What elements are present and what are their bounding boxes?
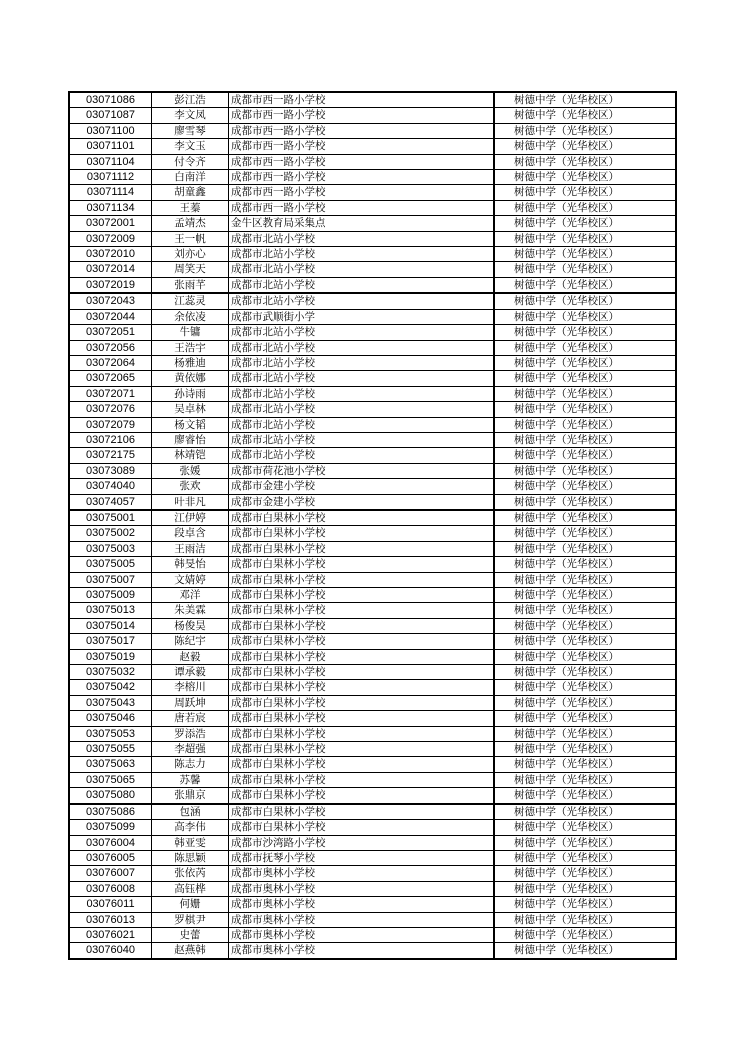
student-name-cell: 罗棋尹 xyxy=(152,912,229,927)
admitted-school-cell: 树德中学（光华校区） xyxy=(495,866,677,881)
admission-list-table xyxy=(68,91,677,960)
student-name-cell: 周笑天 xyxy=(152,262,229,277)
primary-school-cell: 成都市北站小学校 xyxy=(229,432,494,447)
admitted-school-cell: 树德中学（光华校区） xyxy=(495,881,677,896)
admitted-school-cell: 树德中学（光华校区） xyxy=(495,325,677,340)
table-row xyxy=(69,216,676,231)
table-row xyxy=(69,943,676,959)
admitted-school-cell: 树德中学（光华校区） xyxy=(495,742,677,757)
primary-school-cell: 成都市金建小学校 xyxy=(229,494,494,510)
primary-school-cell: 成都市白果林小学校 xyxy=(229,711,494,726)
table-row xyxy=(69,108,676,123)
student-id-cell: 03071100 xyxy=(69,123,152,138)
admitted-school-cell: 树德中学（光华校区） xyxy=(495,588,677,603)
table-row xyxy=(69,881,676,896)
student-id-cell: 03075017 xyxy=(69,634,152,649)
student-name-cell: 赵毅 xyxy=(152,649,229,664)
primary-school-cell: 成都市白果林小学校 xyxy=(229,820,494,835)
admitted-school-cell: 树德中学（光华校区） xyxy=(495,494,677,510)
student-id-cell: 03075019 xyxy=(69,649,152,664)
student-id-cell: 03076040 xyxy=(69,943,152,959)
student-name-cell: 唐若宸 xyxy=(152,711,229,726)
admitted-school-cell: 树德中学（光华校区） xyxy=(495,665,677,680)
primary-school-cell: 成都市白果林小学校 xyxy=(229,757,494,772)
table-row xyxy=(69,897,676,912)
student-id-cell: 03075042 xyxy=(69,680,152,695)
table-row xyxy=(69,835,676,850)
admitted-school-cell: 树德中学（光华校区） xyxy=(495,123,677,138)
student-name-cell: 李榕川 xyxy=(152,680,229,695)
admitted-school-cell: 树德中学（光华校区） xyxy=(495,402,677,417)
table-row xyxy=(69,154,676,169)
student-id-cell: 03075007 xyxy=(69,572,152,587)
student-name-cell: 胡童鑫 xyxy=(152,185,229,200)
student-id-cell: 03076004 xyxy=(69,835,152,850)
table-row xyxy=(69,293,676,309)
student-name-cell: 杨文韬 xyxy=(152,417,229,432)
primary-school-cell: 成都市北站小学校 xyxy=(229,371,494,386)
admitted-school-cell: 树德中学（光华校区） xyxy=(495,757,677,772)
primary-school-cell: 成都市西一路小学校 xyxy=(229,200,494,215)
primary-school-cell: 成都市西一路小学校 xyxy=(229,123,494,138)
student-id-cell: 03075053 xyxy=(69,726,152,741)
table-row xyxy=(69,912,676,927)
admitted-school-cell: 树德中学（光华校区） xyxy=(495,912,677,927)
student-id-cell: 03075014 xyxy=(69,618,152,633)
table-row xyxy=(69,541,676,556)
student-name-cell: 高钰桦 xyxy=(152,881,229,896)
student-name-cell: 彭江浩 xyxy=(152,92,229,108)
student-name-cell: 吴卓林 xyxy=(152,402,229,417)
table-row xyxy=(69,804,676,820)
primary-school-cell: 成都市北站小学校 xyxy=(229,417,494,432)
table-row xyxy=(69,711,676,726)
table-row xyxy=(69,526,676,541)
student-name-cell: 王一帆 xyxy=(152,231,229,246)
primary-school-cell: 成都市北站小学校 xyxy=(229,247,494,262)
table-row xyxy=(69,417,676,432)
primary-school-cell: 成都市白果林小学校 xyxy=(229,665,494,680)
student-name-cell: 苏馨 xyxy=(152,772,229,787)
primary-school-cell: 成都市西一路小学校 xyxy=(229,185,494,200)
student-name-cell: 付令齐 xyxy=(152,154,229,169)
student-id-cell: 03071134 xyxy=(69,200,152,215)
student-name-cell: 李文凤 xyxy=(152,108,229,123)
student-id-cell: 03072043 xyxy=(69,293,152,309)
admitted-school-cell: 树德中学（光华校区） xyxy=(495,277,677,293)
admitted-school-cell: 树德中学（光华校区） xyxy=(495,463,677,478)
primary-school-cell: 成都市北站小学校 xyxy=(229,277,494,293)
student-id-cell: 03072001 xyxy=(69,216,152,231)
primary-school-cell: 成都市白果林小学校 xyxy=(229,541,494,556)
student-id-cell: 03075003 xyxy=(69,541,152,556)
table-row xyxy=(69,557,676,572)
table-row xyxy=(69,510,676,526)
primary-school-cell: 成都市白果林小学校 xyxy=(229,772,494,787)
table-row xyxy=(69,309,676,324)
student-id-cell: 03075005 xyxy=(69,557,152,572)
table-row xyxy=(69,788,676,804)
student-id-cell: 03071114 xyxy=(69,185,152,200)
primary-school-cell: 成都市白果林小学校 xyxy=(229,804,494,820)
primary-school-cell: 成都市荷花池小学校 xyxy=(229,463,494,478)
table-row xyxy=(69,665,676,680)
primary-school-cell: 成都市北站小学校 xyxy=(229,325,494,340)
student-id-cell: 03075009 xyxy=(69,588,152,603)
table-row xyxy=(69,185,676,200)
student-name-cell: 王蓁 xyxy=(152,200,229,215)
student-id-cell: 03075099 xyxy=(69,820,152,835)
table-row xyxy=(69,355,676,370)
student-name-cell: 史蕾 xyxy=(152,927,229,942)
table-row xyxy=(69,866,676,881)
admitted-school-cell: 树德中学（光华校区） xyxy=(495,680,677,695)
table-row xyxy=(69,371,676,386)
admitted-school-cell: 树德中学（光华校区） xyxy=(495,108,677,123)
student-id-cell: 03075001 xyxy=(69,510,152,526)
student-id-cell: 03076021 xyxy=(69,927,152,942)
primary-school-cell: 成都市沙湾路小学校 xyxy=(229,835,494,850)
student-name-cell: 廖雪琴 xyxy=(152,123,229,138)
primary-school-cell: 成都市奥林小学校 xyxy=(229,912,494,927)
admitted-school-cell: 树德中学（光华校区） xyxy=(495,897,677,912)
primary-school-cell: 成都市北站小学校 xyxy=(229,293,494,309)
admitted-school-cell: 树德中学（光华校区） xyxy=(495,355,677,370)
student-name-cell: 赵燕韩 xyxy=(152,943,229,959)
table-row xyxy=(69,277,676,293)
student-id-cell: 03075086 xyxy=(69,804,152,820)
admitted-school-cell: 树德中学（光华校区） xyxy=(495,603,677,618)
primary-school-cell: 成都市奥林小学校 xyxy=(229,927,494,942)
student-id-cell: 03072051 xyxy=(69,325,152,340)
student-name-cell: 高李伟 xyxy=(152,820,229,835)
student-name-cell: 廖睿怡 xyxy=(152,432,229,447)
table-row xyxy=(69,123,676,138)
student-name-cell: 周跃坤 xyxy=(152,695,229,710)
student-id-cell: 03072071 xyxy=(69,386,152,401)
student-name-cell: 陈思颖 xyxy=(152,850,229,865)
table-row xyxy=(69,139,676,154)
student-name-cell: 黄依娜 xyxy=(152,371,229,386)
table-row xyxy=(69,820,676,835)
student-name-cell: 江蕊灵 xyxy=(152,293,229,309)
student-id-cell: 03071086 xyxy=(69,92,152,108)
student-id-cell: 03075046 xyxy=(69,711,152,726)
student-id-cell: 03072065 xyxy=(69,371,152,386)
table-row xyxy=(69,680,676,695)
admitted-school-cell: 树德中学（光华校区） xyxy=(495,293,677,309)
admitted-school-cell: 树德中学（光华校区） xyxy=(495,247,677,262)
student-name-cell: 李超强 xyxy=(152,742,229,757)
student-id-cell: 03075002 xyxy=(69,526,152,541)
table-row xyxy=(69,588,676,603)
table-row xyxy=(69,494,676,510)
student-id-cell: 03075043 xyxy=(69,695,152,710)
primary-school-cell: 成都市西一路小学校 xyxy=(229,92,494,108)
admitted-school-cell: 树德中学（光华校区） xyxy=(495,371,677,386)
primary-school-cell: 成都市西一路小学校 xyxy=(229,139,494,154)
student-name-cell: 杨雅迪 xyxy=(152,355,229,370)
student-id-cell: 03072106 xyxy=(69,432,152,447)
admitted-school-cell: 树德中学（光华校区） xyxy=(495,309,677,324)
table-row xyxy=(69,742,676,757)
table-row xyxy=(69,463,676,478)
student-id-cell: 03072014 xyxy=(69,262,152,277)
admitted-school-cell: 树德中学（光华校区） xyxy=(495,943,677,959)
table-row xyxy=(69,340,676,355)
admitted-school-cell: 树德中学（光华校区） xyxy=(495,850,677,865)
admitted-school-cell: 树德中学（光华校区） xyxy=(495,185,677,200)
student-name-cell: 张欢 xyxy=(152,479,229,494)
student-name-cell: 张媛 xyxy=(152,463,229,478)
admitted-school-cell: 树德中学（光华校区） xyxy=(495,448,677,463)
student-id-cell: 03072064 xyxy=(69,355,152,370)
table-row xyxy=(69,479,676,494)
student-id-cell: 03072079 xyxy=(69,417,152,432)
primary-school-cell: 成都市白果林小学校 xyxy=(229,634,494,649)
primary-school-cell: 成都市金建小学校 xyxy=(229,479,494,494)
admitted-school-cell: 树德中学（光华校区） xyxy=(495,804,677,820)
student-name-cell: 陈志力 xyxy=(152,757,229,772)
student-id-cell: 03072010 xyxy=(69,247,152,262)
primary-school-cell: 成都市北站小学校 xyxy=(229,231,494,246)
primary-school-cell: 成都市北站小学校 xyxy=(229,340,494,355)
student-name-cell: 朱美霖 xyxy=(152,603,229,618)
student-name-cell: 刘亦心 xyxy=(152,247,229,262)
admitted-school-cell: 树德中学（光华校区） xyxy=(495,526,677,541)
student-name-cell: 包涵 xyxy=(152,804,229,820)
primary-school-cell: 成都市抚琴小学校 xyxy=(229,850,494,865)
table-row xyxy=(69,262,676,277)
table-row xyxy=(69,402,676,417)
student-id-cell: 03076013 xyxy=(69,912,152,927)
table-row xyxy=(69,695,676,710)
student-name-cell: 张雨芊 xyxy=(152,277,229,293)
primary-school-cell: 成都市白果林小学校 xyxy=(229,510,494,526)
admitted-school-cell: 树德中学（光华校区） xyxy=(495,695,677,710)
student-id-cell: 03075032 xyxy=(69,665,152,680)
admitted-school-cell: 树德中学（光华校区） xyxy=(495,711,677,726)
student-name-cell: 文婧婷 xyxy=(152,572,229,587)
primary-school-cell: 成都市西一路小学校 xyxy=(229,170,494,185)
table-row xyxy=(69,618,676,633)
admitted-school-cell: 树德中学（光华校区） xyxy=(495,772,677,787)
student-name-cell: 林靖铠 xyxy=(152,448,229,463)
student-name-cell: 白南洋 xyxy=(152,170,229,185)
student-id-cell: 03076008 xyxy=(69,881,152,896)
table-row xyxy=(69,92,676,108)
admitted-school-cell: 树德中学（光华校区） xyxy=(495,634,677,649)
admitted-school-cell: 树德中学（光华校区） xyxy=(495,618,677,633)
admitted-school-cell: 树德中学（光华校区） xyxy=(495,200,677,215)
student-name-cell: 张鼎京 xyxy=(152,788,229,804)
table-row xyxy=(69,572,676,587)
admitted-school-cell: 树德中学（光华校区） xyxy=(495,835,677,850)
table-row xyxy=(69,726,676,741)
student-id-cell: 03075013 xyxy=(69,603,152,618)
student-id-cell: 03076007 xyxy=(69,866,152,881)
student-name-cell: 罗添浩 xyxy=(152,726,229,741)
table-row xyxy=(69,772,676,787)
primary-school-cell: 成都市白果林小学校 xyxy=(229,742,494,757)
admitted-school-cell: 树德中学（光华校区） xyxy=(495,479,677,494)
primary-school-cell: 成都市北站小学校 xyxy=(229,355,494,370)
student-id-cell: 03071087 xyxy=(69,108,152,123)
primary-school-cell: 成都市北站小学校 xyxy=(229,262,494,277)
student-name-cell: 张依芮 xyxy=(152,866,229,881)
primary-school-cell: 金牛区教育局采集点 xyxy=(229,216,494,231)
table-row xyxy=(69,927,676,942)
admitted-school-cell: 树德中学（光华校区） xyxy=(495,262,677,277)
student-name-cell: 王浩宇 xyxy=(152,340,229,355)
admitted-school-cell: 树德中学（光华校区） xyxy=(495,154,677,169)
admitted-school-cell: 树德中学（光华校区） xyxy=(495,386,677,401)
primary-school-cell: 成都市武顺街小学 xyxy=(229,309,494,324)
admitted-school-cell: 树德中学（光华校区） xyxy=(495,216,677,231)
student-name-cell: 陈纪宇 xyxy=(152,634,229,649)
primary-school-cell: 成都市北站小学校 xyxy=(229,386,494,401)
table-row xyxy=(69,200,676,215)
primary-school-cell: 成都市西一路小学校 xyxy=(229,108,494,123)
student-name-cell: 余依凌 xyxy=(152,309,229,324)
table-row xyxy=(69,850,676,865)
student-name-cell: 孟靖杰 xyxy=(152,216,229,231)
admitted-school-cell: 树德中学（光华校区） xyxy=(495,92,677,108)
table-row xyxy=(69,325,676,340)
student-id-cell: 03075063 xyxy=(69,757,152,772)
primary-school-cell: 成都市奥林小学校 xyxy=(229,897,494,912)
table-row xyxy=(69,757,676,772)
table-row xyxy=(69,231,676,246)
admitted-school-cell: 树德中学（光华校区） xyxy=(495,139,677,154)
table-row xyxy=(69,649,676,664)
student-id-cell: 03073089 xyxy=(69,463,152,478)
admitted-school-cell: 树德中学（光华校区） xyxy=(495,927,677,942)
student-id-cell: 03072044 xyxy=(69,309,152,324)
table-row xyxy=(69,634,676,649)
student-name-cell: 邓洋 xyxy=(152,588,229,603)
student-name-cell: 何姗 xyxy=(152,897,229,912)
student-id-cell: 03071101 xyxy=(69,139,152,154)
admitted-school-cell: 树德中学（光华校区） xyxy=(495,231,677,246)
student-name-cell: 谭承毅 xyxy=(152,665,229,680)
student-name-cell: 李文玉 xyxy=(152,139,229,154)
table-row xyxy=(69,386,676,401)
primary-school-cell: 成都市白果林小学校 xyxy=(229,649,494,664)
primary-school-cell: 成都市白果林小学校 xyxy=(229,788,494,804)
student-id-cell: 03074057 xyxy=(69,494,152,510)
table-row xyxy=(69,603,676,618)
student-id-cell: 03072076 xyxy=(69,402,152,417)
admitted-school-cell: 树德中学（光华校区） xyxy=(495,820,677,835)
primary-school-cell: 成都市西一路小学校 xyxy=(229,154,494,169)
student-name-cell: 王雨洁 xyxy=(152,541,229,556)
student-id-cell: 03075065 xyxy=(69,772,152,787)
primary-school-cell: 成都市白果林小学校 xyxy=(229,680,494,695)
student-name-cell: 段卓含 xyxy=(152,526,229,541)
student-id-cell: 03075055 xyxy=(69,742,152,757)
table-row xyxy=(69,170,676,185)
primary-school-cell: 成都市奥林小学校 xyxy=(229,866,494,881)
admitted-school-cell: 树德中学（光华校区） xyxy=(495,432,677,447)
primary-school-cell: 成都市北站小学校 xyxy=(229,448,494,463)
admitted-school-cell: 树德中学（光华校区） xyxy=(495,788,677,804)
admitted-school-cell: 树德中学（光华校区） xyxy=(495,417,677,432)
student-name-cell: 孙诗雨 xyxy=(152,386,229,401)
student-name-cell: 江伊婷 xyxy=(152,510,229,526)
primary-school-cell: 成都市奥林小学校 xyxy=(229,943,494,959)
admitted-school-cell: 树德中学（光华校区） xyxy=(495,170,677,185)
admitted-school-cell: 树德中学（光华校区） xyxy=(495,510,677,526)
primary-school-cell: 成都市北站小学校 xyxy=(229,402,494,417)
admitted-school-cell: 树德中学（光华校区） xyxy=(495,726,677,741)
admitted-school-cell: 树德中学（光华校区） xyxy=(495,541,677,556)
table-row xyxy=(69,448,676,463)
student-name-cell: 叶非凡 xyxy=(152,494,229,510)
student-id-cell: 03076005 xyxy=(69,850,152,865)
student-name-cell: 韩亚雯 xyxy=(152,835,229,850)
student-id-cell: 03072175 xyxy=(69,448,152,463)
primary-school-cell: 成都市奥林小学校 xyxy=(229,881,494,896)
student-id-cell: 03072009 xyxy=(69,231,152,246)
primary-school-cell: 成都市白果林小学校 xyxy=(229,572,494,587)
admitted-school-cell: 树德中学（光华校区） xyxy=(495,557,677,572)
primary-school-cell: 成都市白果林小学校 xyxy=(229,526,494,541)
student-id-cell: 03076011 xyxy=(69,897,152,912)
primary-school-cell: 成都市白果林小学校 xyxy=(229,603,494,618)
student-id-cell: 03074040 xyxy=(69,479,152,494)
table-body xyxy=(69,92,676,959)
student-name-cell: 韩旻怡 xyxy=(152,557,229,572)
student-id-cell: 03075080 xyxy=(69,788,152,804)
student-name-cell: 杨俊昊 xyxy=(152,618,229,633)
student-id-cell: 03071104 xyxy=(69,154,152,169)
primary-school-cell: 成都市白果林小学校 xyxy=(229,618,494,633)
primary-school-cell: 成都市白果林小学校 xyxy=(229,695,494,710)
table-row xyxy=(69,247,676,262)
primary-school-cell: 成都市白果林小学校 xyxy=(229,588,494,603)
admitted-school-cell: 树德中学（光华校区） xyxy=(495,649,677,664)
admitted-school-cell: 树德中学（光华校区） xyxy=(495,572,677,587)
primary-school-cell: 成都市白果林小学校 xyxy=(229,557,494,572)
primary-school-cell: 成都市白果林小学校 xyxy=(229,726,494,741)
student-id-cell: 03072019 xyxy=(69,277,152,293)
table-row xyxy=(69,432,676,447)
admitted-school-cell: 树德中学（光华校区） xyxy=(495,340,677,355)
student-id-cell: 03071112 xyxy=(69,170,152,185)
student-name-cell: 牛镛 xyxy=(152,325,229,340)
student-id-cell: 03072056 xyxy=(69,340,152,355)
